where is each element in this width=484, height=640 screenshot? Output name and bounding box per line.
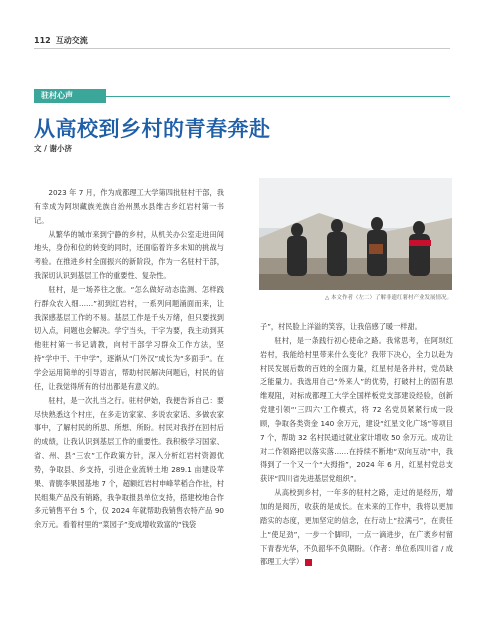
photo-image [259, 178, 452, 290]
page-header [34, 35, 88, 46]
paragraph: 驻村，是一条践行初心使命之路。我常思考，在阿坝红岩村，我能给村里带来什么变化？我带下决心，全力以赴为村民发展后数的百姓的全面力量，红星村是各并村，党员缺乏能量力。我选用自己“外来人”的优势，打破村上的固有思维观阻，对标成都理工大学全国样板党支部建设经验，创新党建引领“‘三四六’工作模式，将 72 名党员紧紧行成一段顾，争取各类资金 140 余万元，建设“红星文化广场”等项目 7 个，帮助 32 名村民通过就业家计增收 50 余万元。成功让对二作领路把以落实落……在持续不断地“双向互动”中，我得到了一个又一个“大拇指”，2024 年 6 月，红星村党总支获评“四川省先进基层党组织”。 [260, 335, 453, 484]
article-author: 文 / 谢小济 [34, 144, 72, 153]
paragraph: 驻村，是一场荞往之旅。“怎么做好动态监测、怎样践行群众农入细……”初到红岩村，一系列问题涌面而来，让我深感基层工作的不易。基层工作是千头万绪，但只要找到切入点，问题也会解决。学宁当头，干字为要，我主动到其他驻村第一书记请教，向村干部学习群众工作方法，坚持“学中干、干中学”，逐渐从“门外汉”成长为“多面手”。在学会运用简单的引导语言，帮助村民解决问题后，村民的信任，让我觉得所有的付出都是有意义的。 [34, 284, 224, 391]
page-number: 112 [34, 36, 51, 45]
text-column-left [34, 186, 224, 532]
section-line [106, 96, 450, 97]
end-mark-icon [305, 559, 312, 566]
paragraph-text: 从高校到乡村，一年多的驻村之路，走过的是经历，增加的是阅历，收获的是成长。在未来的工作中，我将以更加踏实的态度，更加坚定的信念，在行动上“拉满弓”，在责任上“使足劲”，一步一个脚印，一点一滴进步，在广袤乡村留下青春光华，不负韶华不负期盼。（作者：单位系四川省 / 成都理工大学） [260, 488, 453, 567]
paragraph: 子”，村民脸上洋溢的笑容，让我倍感了暖一样甜。 [260, 322, 422, 331]
paragraph-last [260, 486, 453, 569]
article-title: 从高校到乡村的青春奔赴 [34, 117, 271, 141]
section-tag: 驻村心声 [34, 89, 106, 103]
text-column-right [260, 320, 453, 569]
section-name: 互动交流 [55, 36, 88, 45]
article-photo [259, 178, 452, 290]
header-rule [34, 48, 450, 49]
paragraph: 2023 年 7 月，作为成都理工大学第四批驻村干部，我有幸成为阿坝藏族羌族自治州黑水县维古乡红岩村第一书记。 [34, 188, 224, 225]
paragraph: 驻村，是一次扎当之行。驻村伊始，我便告诉自己：要尽快熟悉这个村庄，在多走访家家、多说农家话、多做农家事中，了解村民的所思、所想、所盼。村民对我抒在回村后的成绩，让我认识到基层工作的重要性。我积极学习国家、省、州、县“三农”工作政策方针，深入分析红岩村资源优势，争取县、乡支持，引进企业流转土地 289.1 亩建设苹果、青脆李果园基地 7 个，超额红岩村申峰苹稻合作社，村民组集产品没有销路，我争取报县单位支持，搭建校地合作多元销售平台 5 个，仅 2024 年就帮助我销售农特产品 90 余万元。看着村里的“菜园子”变成增收致富的“钱袋 [34, 395, 224, 530]
paragraph: 从繁华的城市来到宁静的乡村，从机关办公室走进田间地头，身份和位的转变的同时，还面临着许多未知的挑战与考验。在推进乡村全面振兴的新阶段，作为一名驻村干部，我深切认识到基层工作的重要性、复杂性。 [34, 229, 224, 281]
photo-caption: △ 本文作者（左二）了解非遗红薯村产业发展情况。 [325, 295, 452, 301]
